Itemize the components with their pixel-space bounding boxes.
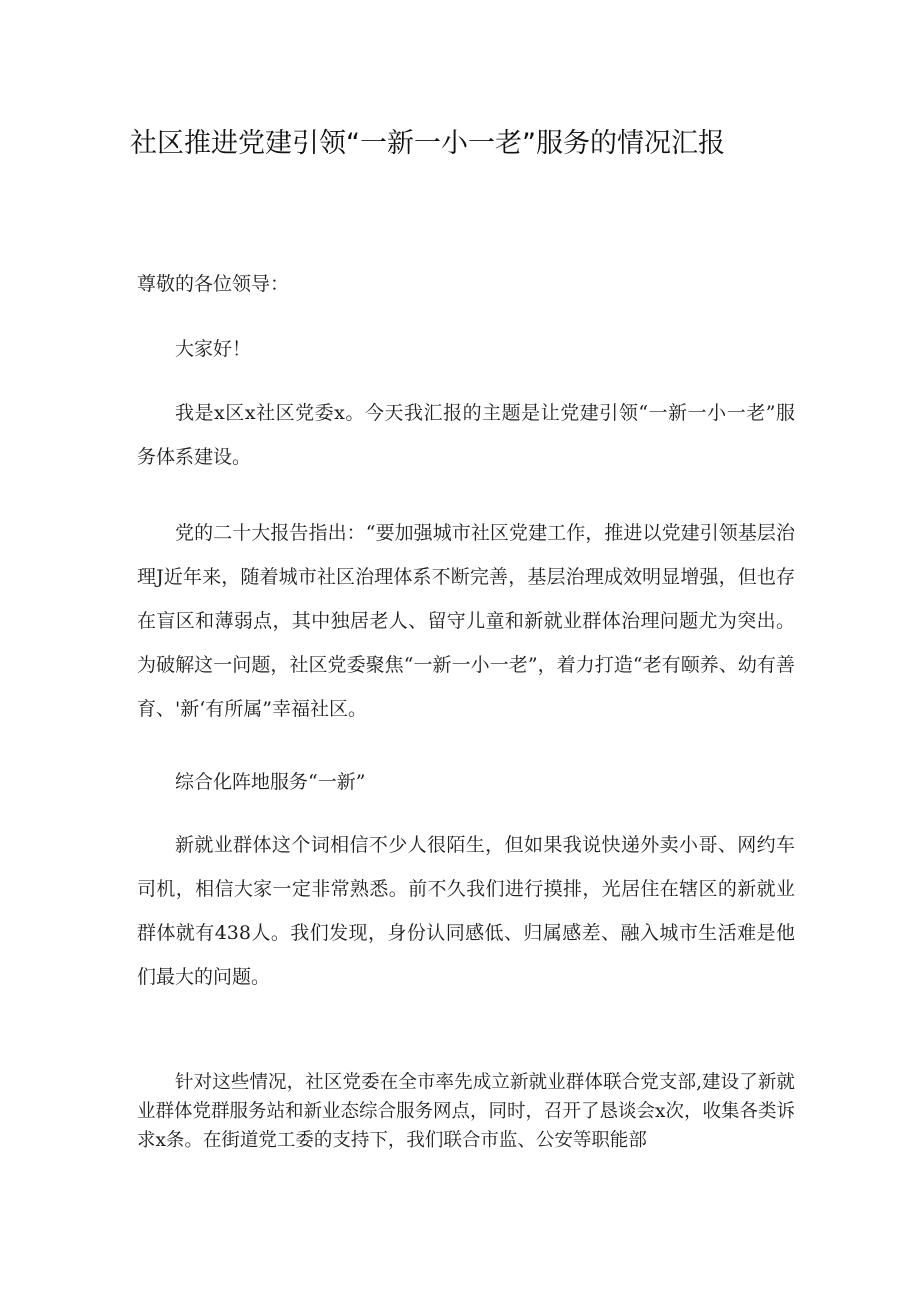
greeting-paragraph: 尊敬的各位领导：: [137, 273, 290, 295]
section-heading: 综合化阵地服务“一新”: [175, 771, 366, 793]
hello-paragraph: 大家好！: [175, 338, 252, 360]
intro-paragraph: 我是x区x社区党委x。今天我汇报的主题是让党建引领“一新一小一老”服务体系建设。: [137, 402, 795, 468]
actions-paragraph: 针对这些情况，社区党委在全市率先成立新就业群体联合党支部,建设了新就业群体党群服务站和新业态综合服务网点，同时，召开了恳谈会x次，收集各类诉求x条。在街道党工委的支持下，我们联合市监、公安等职能部: [137, 1072, 795, 1151]
report-paragraph: 党的二十大报告指出：“要加强城市社区党建工作，推进以党建引领基层治理J近年来，随着城市社区治理体系不断完善，基层治理成效明显增强，但也存在盲区和薄弱点，其中独居老人、留守儿童和新就业群体治理问题尤为突出。为破解这一问题，社区党委聚焦“一新一小一老”，着力打造“老有颐养、幼有善育、'新‘有所属”幸福社区。: [137, 522, 795, 720]
new-employment-paragraph: 新就业群体这个词相信不少人很陌生，但如果我说快递外卖小哥、网约车司机，相信大家一定非常熟悉。前不久我们进行摸排，光居住在辖区的新就业群体就有438人。我们发现，身份认同感低、归属感差、融入城市生活难是他们最大的问题。: [137, 834, 795, 988]
document-title: 社区推进党建引领“一新一小一老”服务的情况汇报: [130, 128, 725, 159]
